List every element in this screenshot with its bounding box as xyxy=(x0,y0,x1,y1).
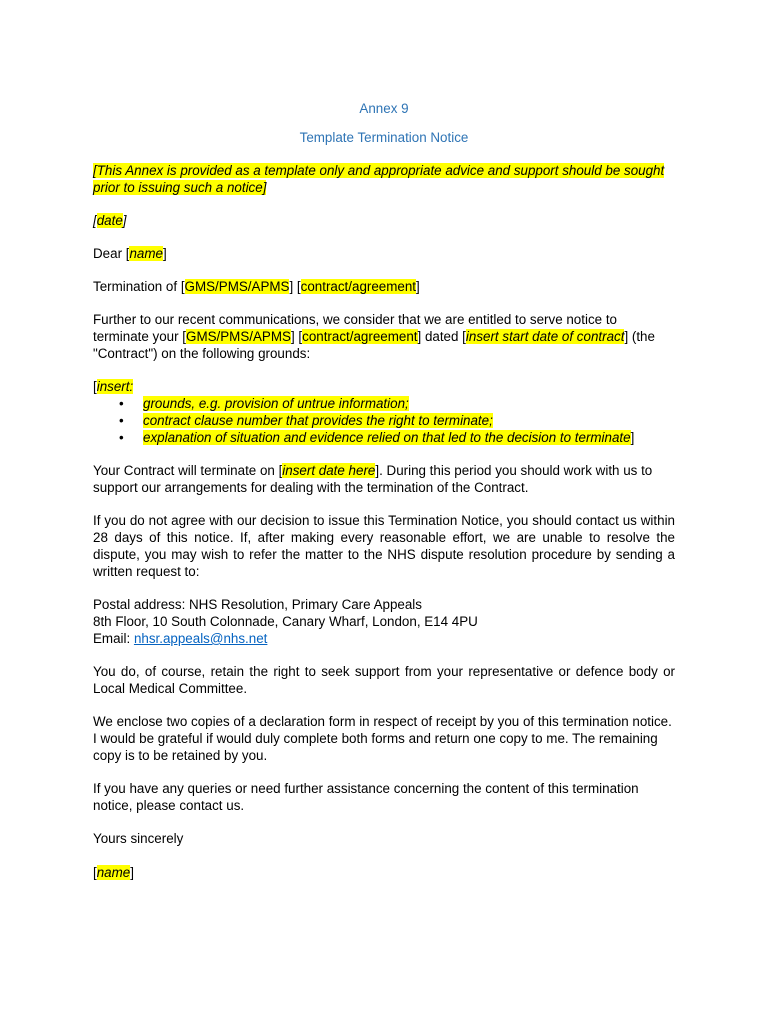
para2-text-b: ]. During this period you should work with us to support our arrangements for dealing with the termination of the Contract. xyxy=(93,463,653,495)
ground-item-text: explanation of situation and evidence relied on that led to the decision to terminate xyxy=(143,430,631,445)
salutation-name: name xyxy=(129,246,163,261)
paragraph-termination-date xyxy=(93,462,675,496)
paragraph-dispute: If you do not agree with our decision to issue this Termination Notice, you should contact us within 28 days of this notice. If, after making every reasonable effort, we are unable to resolve the dispute, you may wish to refer the matter to the NHS dispute resolution procedure by sending a written request to: xyxy=(93,513,675,579)
para1-text-b: ] [ xyxy=(290,329,303,344)
salutation-prefix: Dear [ xyxy=(93,246,130,261)
subject-mid: ] [ xyxy=(289,279,301,294)
grounds-insert-label: insert: xyxy=(96,379,134,394)
para2-date: insert date here xyxy=(282,463,376,478)
grounds-block xyxy=(93,378,675,446)
postal-address xyxy=(93,596,675,647)
salutation-suffix: ] xyxy=(162,246,167,261)
date-placeholder-text: date xyxy=(96,213,123,228)
para1-agreement: contract/agreement xyxy=(302,329,418,344)
disclaimer xyxy=(93,162,675,196)
para1-text-d: ] (the "Contract") on the following grounds: xyxy=(93,329,655,361)
email-label: Email: xyxy=(93,631,134,646)
para1-text-a: Further to our recent communications, we consider that we are entitled to serve notice to terminate your [ xyxy=(93,312,617,344)
subject-agreement: contract/agreement xyxy=(300,279,417,294)
grounds-insert-line xyxy=(93,378,675,395)
list-item xyxy=(119,412,675,429)
document-title: Template Termination Notice xyxy=(299,130,469,145)
address-line-2: 8th Floor, 10 South Colonnade, Canary Wharf, London, E14 4PU xyxy=(93,614,478,629)
date-line xyxy=(93,212,675,229)
paragraph-enclosure: We enclose two copies of a declaration form in respect of receipt by you of this termination notice. I would be grateful if would duly complete both forms and return one copy to me. The remaining copy is to be retained by you. xyxy=(93,714,672,763)
bullet-icon: • xyxy=(119,413,124,428)
grounds-open-bracket: [ xyxy=(93,379,97,394)
grounds-list xyxy=(93,395,675,446)
paragraph-grounds-intro xyxy=(93,311,675,362)
date-placeholder: [date] xyxy=(93,213,127,228)
signature-line xyxy=(93,864,675,881)
signature-name: name xyxy=(96,865,131,880)
paragraph-queries: If you have any queries or need further assistance concerning the content of this termination notice, please contact us. xyxy=(93,781,639,813)
ground-item-text: contract clause number that provides the right to terminate; xyxy=(143,413,493,428)
ground-item-text: grounds, e.g. provision of untrue information; xyxy=(143,396,409,411)
subject-prefix: Termination of [ xyxy=(93,279,185,294)
closing: Yours sincerely xyxy=(93,831,184,846)
address-line-1: Postal address: NHS Resolution, Primary Care Appeals xyxy=(93,597,422,612)
para1-contract-type: GMS/PMS/APMS xyxy=(186,329,291,344)
email-line xyxy=(93,630,675,647)
email-link[interactable]: nhsr.appeals@nhs.net xyxy=(133,631,268,646)
list-item xyxy=(119,429,675,446)
signature-close-bracket: ] xyxy=(130,865,134,880)
bullet-icon: • xyxy=(119,396,124,411)
disclaimer-text: [This Annex is provided as a template only and appropriate advice and support should be sought prior to issuing such a notice] xyxy=(93,163,665,195)
list-item xyxy=(119,395,675,412)
annex-label: Annex 9 xyxy=(359,101,409,116)
para2-text-a: Your Contract will terminate on [ xyxy=(93,463,283,478)
paragraph-support: You do, of course, retain the right to seek support from your representative or defence body or Local Medical Committee. xyxy=(93,664,675,696)
subject-line xyxy=(93,278,675,295)
bullet-icon: • xyxy=(119,430,124,445)
para1-start-date: insert start date of contract xyxy=(465,329,625,344)
subject-contract-type: GMS/PMS/APMS xyxy=(184,279,290,294)
subject-suffix: ] xyxy=(416,279,420,294)
signature-open-bracket: [ xyxy=(93,865,97,880)
para1-text-c: ] dated [ xyxy=(417,329,466,344)
grounds-close-bracket: ] xyxy=(630,430,635,445)
salutation xyxy=(93,245,675,262)
